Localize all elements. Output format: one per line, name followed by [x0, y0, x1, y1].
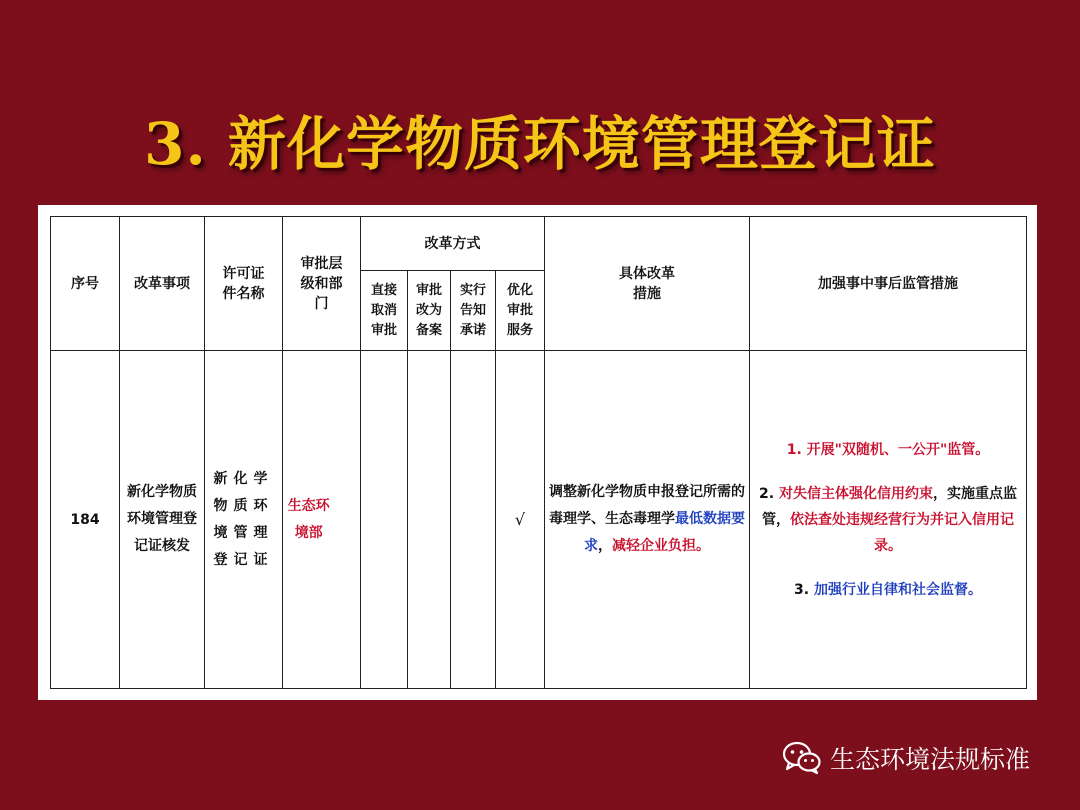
measures-text-2: 最低数据要求: [584, 511, 745, 554]
header-method-optimize: [496, 271, 545, 351]
supervision-2-num: 2.: [759, 485, 779, 502]
supervision-item-1: [754, 437, 1022, 463]
supervision-2-red: 对失信主体强化信用约束: [778, 485, 933, 502]
row-method-cancel: [361, 351, 408, 689]
header-method-group: 改革方式: [361, 217, 545, 271]
wechat-icon: [782, 741, 822, 775]
header-method-commitment: [451, 271, 496, 351]
measures-text-3: ，: [598, 538, 612, 554]
table-row: [51, 351, 1027, 689]
header-method-filing-text: 审批改为备案: [415, 282, 442, 338]
row-dept-text: 生态环境部: [287, 497, 330, 541]
supervision-3-text: 加强行业自律和社会监督。: [813, 581, 982, 598]
table-panel: [38, 205, 1037, 700]
row-measures: [545, 351, 750, 689]
header-license-text: 许可证件名称: [222, 265, 265, 302]
supervision-item-3: [754, 577, 1022, 603]
header-license: [205, 217, 283, 351]
header-dept-text: 审批层级和部门: [300, 255, 343, 312]
supervision-2-mid: ，实施重点监管，: [762, 485, 1017, 528]
watermark-text: 生态环境法规标准: [830, 745, 1031, 774]
supervision-3-num: 3.: [794, 581, 814, 598]
header-item: 改革事项: [120, 217, 205, 351]
row-license: [205, 351, 283, 689]
header-method-cancel: [361, 271, 408, 351]
supervision-1-num: 1.: [786, 441, 807, 458]
row-method-commitment: [451, 351, 496, 689]
measures-text-4: 减轻企业负担。: [612, 538, 710, 554]
header-seq: 序号: [51, 217, 120, 351]
supervision-1-text: 开展"双随机、一公开"监管。: [806, 441, 990, 458]
reform-table: [50, 216, 1027, 689]
row-item-text: 新化学物质环境管理登记证核发: [127, 484, 197, 554]
watermark: [782, 740, 1030, 776]
header-method-optimize-text: 优化审批服务: [506, 282, 533, 338]
row-dept: [283, 351, 361, 689]
header-method-commitment-text: 实行告知承诺: [459, 282, 486, 338]
row-method-filing: [408, 351, 451, 689]
slide-title: 3. 新化学物质环境管理登记证: [144, 110, 936, 178]
header-measures-text: 具体改革措施: [618, 265, 675, 302]
row-item: [120, 351, 205, 689]
supervision-2-red2: 依法查处违规经营行为并记入信用记录。: [790, 511, 1014, 554]
row-seq: 184: [51, 351, 120, 689]
supervision-item-2: [754, 481, 1022, 559]
header-supervision: 加强事中事后监管措施: [750, 217, 1027, 351]
measures-text-1: 调整新化学物质申报登记所需的毒理学、生态毒理学: [549, 484, 745, 527]
row-license-text: 新化学物质环境管理登记证: [213, 470, 274, 568]
row-method-optimize: √: [496, 351, 545, 689]
header-measures: [545, 217, 750, 351]
header-method-filing: [408, 271, 451, 351]
row-supervision: [750, 351, 1027, 689]
header-method-cancel-text: 直接取消审批: [370, 282, 397, 338]
header-dept: [283, 217, 361, 351]
